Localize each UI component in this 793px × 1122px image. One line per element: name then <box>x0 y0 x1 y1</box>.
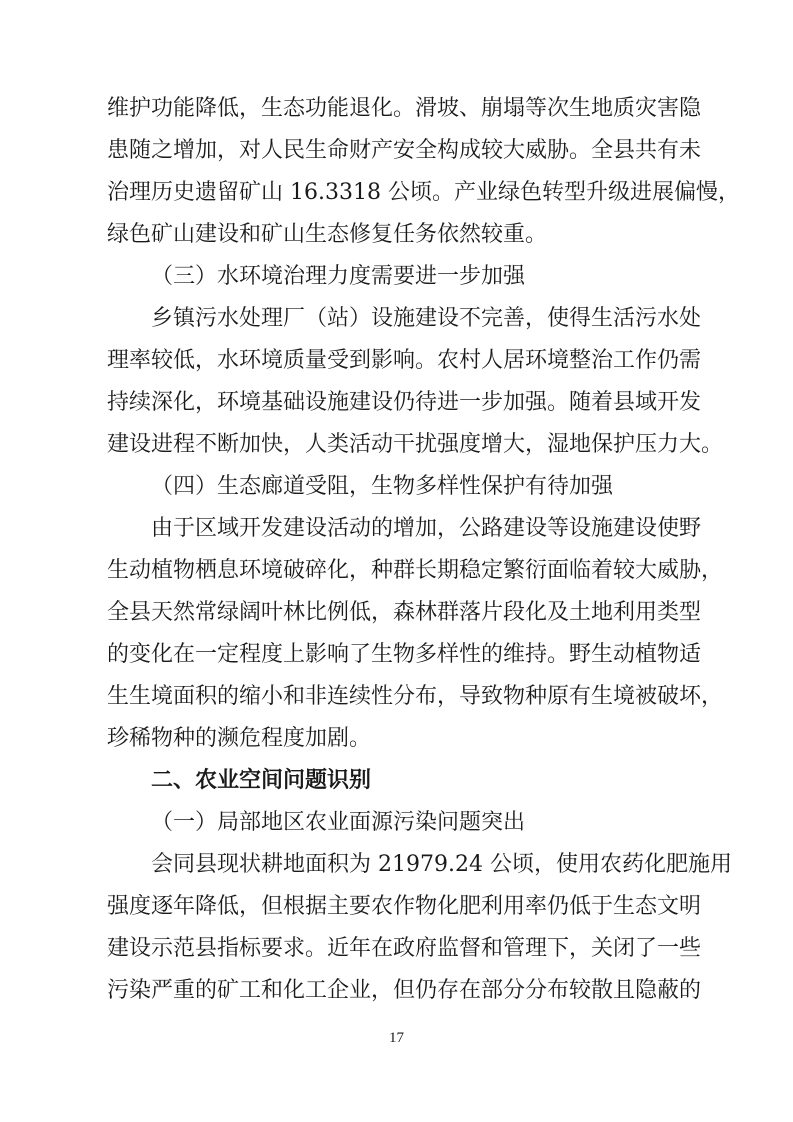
text-line: 污染严重的矿工和化工企业，但仍存在部分分布较散且隐蔽的 <box>107 978 702 1003</box>
text-line: 生动植物栖息环境破碎化，种群长期稳定繁衍面临着较大威胁， <box>107 558 724 583</box>
text-line: 维护功能降低，生态功能退化。滑坡、崩塌等次生地质灾害隐 <box>107 96 702 121</box>
text-line: 会同县现状耕地面积为 21979.24 公顷，使用农药化肥施用 <box>151 852 732 877</box>
text-line: 珍稀物种的濒危程度加剧。 <box>107 726 372 751</box>
paragraph-water <box>107 298 724 466</box>
text-line: 患随之增加，对人民生命财产安全构成较大威胁。全县共有未 <box>107 138 702 163</box>
text-line: 乡镇污水处理厂（站）设施建设不完善，使得生活污水处 <box>151 306 702 331</box>
subheading-ecological-corridor: （四）生态廊道受阻，生物多样性保护有待加强 <box>151 474 614 499</box>
text-line: 生生境面积的缩小和非连续性分布，导致物种原有生境被破坏， <box>107 684 724 709</box>
text-line: 强度逐年降低，但根据主要农作物化肥利用率仍低于生态文明 <box>107 894 702 919</box>
text-line: 的变化在一定程度上影响了生物多样性的维持。野生动植物适 <box>107 642 702 667</box>
text-line: 持续深化，环境基础设施建设仍待进一步加强。随着县域开发 <box>107 390 702 415</box>
paragraph-biodiversity <box>107 508 724 760</box>
text-line: 绿色矿山建设和矿山生态修复任务依然较重。 <box>107 222 548 247</box>
paragraph-agriculture <box>107 844 732 1012</box>
text-line: 建设示范县指标要求。近年在政府监督和管理下，关闭了一些 <box>107 936 702 961</box>
section-heading-agriculture: 二、农业空间问题识别 <box>151 768 372 793</box>
page-body <box>107 88 740 1012</box>
page-number: 17 <box>389 1030 404 1046</box>
text-line: 治理历史遗留矿山 16.3318 公顷。产业绿色转型升级进展偏慢， <box>107 180 740 205</box>
text-line: 全县天然常绿阔叶林比例低，森林群落片段化及土地利用类型 <box>107 600 702 625</box>
subheading-agricultural-pollution: （一）局部地区农业面源污染问题突出 <box>151 810 526 835</box>
text-line: 建设进程不断加快，人类活动干扰强度增大，湿地保护压力大。 <box>107 432 724 457</box>
text-line: 理率较低，水环境质量受到影响。农村人居环境整治工作仍需 <box>107 348 702 373</box>
text-line: 由于区域开发建设活动的增加，公路建设等设施建设使野 <box>151 516 702 541</box>
paragraph-mining <box>107 88 740 256</box>
subheading-water-environment: （三）水环境治理力度需要进一步加强 <box>151 264 526 289</box>
